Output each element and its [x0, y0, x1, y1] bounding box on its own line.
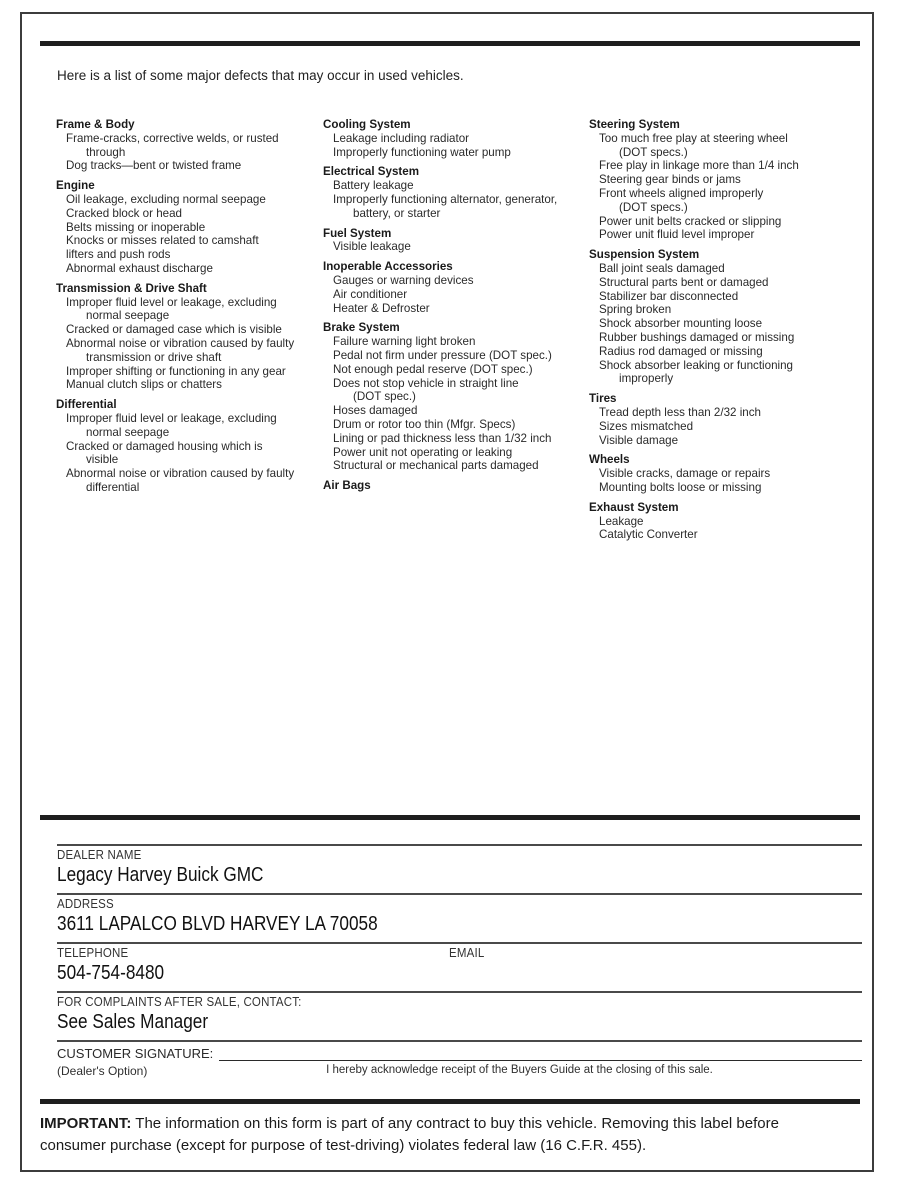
defect-item-line: Cracked or damaged housing which is [66, 439, 263, 453]
defect-item-line: Battery leakage [333, 179, 414, 193]
defect-category-heading: Electrical System [323, 165, 420, 179]
defect-item-line: Spring broken [599, 303, 672, 317]
defect-item-line: Ball joint seals damaged [599, 261, 725, 275]
form-bottom-line [57, 1040, 862, 1042]
important-label: IMPORTANT: [40, 1115, 132, 1132]
defect-item-line: (DOT spec.) [353, 390, 416, 404]
defect-section [323, 260, 581, 315]
defect-item-line: visible [86, 453, 119, 467]
defect-item-line: Visible cracks, damage or repairs [599, 467, 771, 481]
defect-item-line: battery, or starter [353, 206, 441, 220]
defect-item-line: Manual clutch slips or chatters [66, 378, 222, 392]
defect-category-heading: Differential [56, 398, 117, 412]
defect-item-line: Abnormal exhaust discharge [66, 261, 213, 275]
signature-area [57, 1046, 862, 1076]
defect-section [323, 118, 581, 159]
defect-item-line: Shock absorber leaking or functioning [599, 358, 793, 372]
defect-item-line: Visible damage [599, 433, 679, 447]
dealer-info-form [57, 844, 862, 1042]
defect-item-line: lifters and push rods [66, 248, 171, 262]
complaints-contact-label: FOR COMPLAINTS AFTER SALE, CONTACT: [57, 995, 302, 1009]
defect-item-line: Power unit belts cracked or slipping [599, 214, 782, 228]
defects-column-right [589, 118, 861, 542]
defect-section [323, 227, 581, 255]
defect-category-heading: Wheels [589, 453, 630, 467]
defect-item-line: Leakage [599, 514, 644, 528]
defect-section [589, 453, 861, 494]
defect-item-line: Failure warning light broken [333, 335, 476, 349]
defect-section [589, 392, 861, 447]
defect-item-line: Catalytic Converter [599, 528, 698, 542]
defect-item-line: transmission or drive shaft [86, 350, 222, 364]
defect-item-line: Heater & Defroster [333, 301, 430, 315]
defect-item-line: Power unit fluid level improper [599, 228, 755, 242]
defect-category-heading: Exhaust System [589, 500, 679, 514]
customer-signature-label: CUSTOMER SIGNATURE: [57, 1046, 214, 1061]
defect-item-line: improperly [619, 372, 674, 386]
defect-item-line: (DOT specs.) [619, 145, 688, 159]
defect-item-line: Radius rod damaged or missing [599, 344, 763, 358]
defect-item-line: through [86, 145, 126, 159]
defect-item-line: Steering gear binds or jams [599, 173, 741, 187]
defect-item-line: Cracked block or head [66, 206, 182, 220]
defect-item-line: Too much free play at steering wheel [599, 131, 788, 145]
defect-item-line: Improper fluid level or leakage, excluding [66, 295, 277, 309]
page-frame [20, 12, 874, 1172]
defect-item-line: Front wheels aligned improperly [599, 186, 764, 200]
acknowledgment-text: I hereby acknowledge receipt of the Buyers Guide at the closing of this sale. [326, 1064, 713, 1076]
defect-item-line: Knocks or misses related to camshaft [66, 234, 259, 248]
defect-category-heading: Engine [56, 179, 95, 193]
defect-item-line: Hoses damaged [333, 404, 418, 418]
defect-item-line: Sizes mismatched [599, 419, 694, 433]
defect-item-line: Gauges or warning devices [333, 273, 474, 287]
defect-category-heading: Steering System [589, 118, 680, 131]
dealer-name-label: DEALER NAME [57, 848, 142, 862]
defect-item-line: Visible leakage [333, 240, 411, 254]
intro-text: Here is a list of some major defects that may occur in used vehicles. [57, 68, 464, 83]
defect-item-line: Structural or mechanical parts damaged [333, 459, 539, 473]
defect-section [323, 165, 581, 220]
field-dealer-name [57, 844, 862, 893]
defect-item-line: Structural parts bent or damaged [599, 275, 769, 289]
defect-category-heading: Frame & Body [56, 118, 135, 131]
defect-item-line: Drum or rotor too thin (Mfgr. Specs) [333, 417, 516, 431]
defect-section [589, 248, 861, 386]
field-address [57, 893, 862, 942]
defect-item-line: Lining or pad thickness less than 1/32 inch [333, 431, 552, 445]
defect-item-line: Abnormal noise or vibration caused by faulty [66, 336, 295, 350]
defect-category-heading: Brake System [323, 321, 400, 335]
top-divider [40, 41, 860, 46]
signature-line [219, 1046, 862, 1061]
defect-item-line: Pedal not firm under pressure (DOT spec.) [333, 348, 552, 362]
defect-item-line: (DOT specs.) [619, 200, 688, 214]
field-complaints-contact [57, 991, 862, 1040]
defect-section [589, 118, 861, 242]
defect-section [56, 282, 318, 392]
defects-column-left [56, 118, 318, 495]
defect-item-line: Power unit not operating or leaking [333, 445, 513, 459]
defect-category-heading: Inoperable Accessories [323, 260, 453, 274]
defect-item-line: Belts missing or inoperable [66, 220, 206, 234]
defect-category-heading: Cooling System [323, 118, 411, 131]
defect-category-heading: Transmission & Drive Shaft [56, 281, 207, 295]
defect-item-line: Rubber bushings damaged or missing [599, 330, 795, 344]
defect-item-line: Abnormal noise or vibration caused by faulty [66, 467, 295, 481]
defect-item-line: Mounting bolts loose or missing [599, 480, 762, 494]
defect-section [56, 179, 318, 276]
defect-item-line: Stabilizer bar disconnected [599, 289, 739, 303]
complaints-contact-value: See Sales Manager [57, 1011, 209, 1033]
defect-item-line: normal seepage [86, 425, 170, 439]
defect-item-line: Does not stop vehicle in straight line [333, 376, 519, 390]
address-label: ADDRESS [57, 897, 114, 911]
defect-item-line: Air conditioner [333, 287, 408, 301]
defect-section [323, 321, 581, 473]
bottom-divider [40, 1099, 860, 1104]
defect-category-heading: Fuel System [323, 226, 392, 240]
defect-item-line: Tread depth less than 2/32 inch [599, 405, 761, 419]
defect-section [323, 479, 581, 493]
telephone-value: 504-754-8480 [57, 962, 165, 984]
defect-section [56, 398, 318, 495]
defect-item-line: Dog tracks—bent or twisted frame [66, 159, 242, 173]
telephone-label: TELEPHONE [57, 946, 129, 960]
defect-item-line: Cracked or damaged case which is visible [66, 323, 282, 337]
email-label: EMAIL [449, 946, 485, 960]
middle-divider [40, 815, 860, 820]
dealers-option-note: (Dealer's Option) [57, 1064, 148, 1078]
defect-item-line: Free play in linkage more than 1/4 inch [599, 159, 799, 173]
defect-item-line: Leakage including radiator [333, 131, 470, 145]
defect-item-line: Improper shifting or functioning in any gear [66, 364, 286, 378]
defect-item-line: differential [86, 480, 140, 494]
defect-section [589, 501, 861, 542]
defect-item-line: Improper fluid level or leakage, excluding [66, 411, 277, 425]
defect-item-line: normal seepage [86, 309, 170, 323]
defect-item-line: Frame-cracks, corrective welds, or rusted [66, 131, 279, 145]
defect-item-line: Not enough pedal reserve (DOT spec.) [333, 362, 533, 376]
defect-item-line: Oil leakage, excluding normal seepage [66, 192, 266, 206]
defects-column-middle [323, 118, 581, 493]
defect-item-line: Improperly functioning water pump [333, 145, 511, 159]
defect-section [56, 118, 318, 173]
defect-item-line: Improperly functioning alternator, generator, [333, 192, 558, 206]
important-notice [40, 1113, 844, 1156]
address-value: 3611 LAPALCO BLVD HARVEY LA 70058 [57, 913, 378, 935]
important-text: The information on this form is part of any contract to buy this vehicle. Removing this label before consumer purchase (except for purpose of test-driving) violates federal law (16 C.F.R. 455). [40, 1115, 779, 1154]
dealer-name-value: Legacy Harvey Buick GMC [57, 864, 264, 886]
defect-item-line: Shock absorber mounting loose [599, 317, 763, 331]
field-telephone-email [57, 942, 862, 991]
defect-category-heading: Air Bags [323, 479, 371, 493]
defect-category-heading: Tires [589, 392, 617, 406]
defect-category-heading: Suspension System [589, 248, 700, 262]
